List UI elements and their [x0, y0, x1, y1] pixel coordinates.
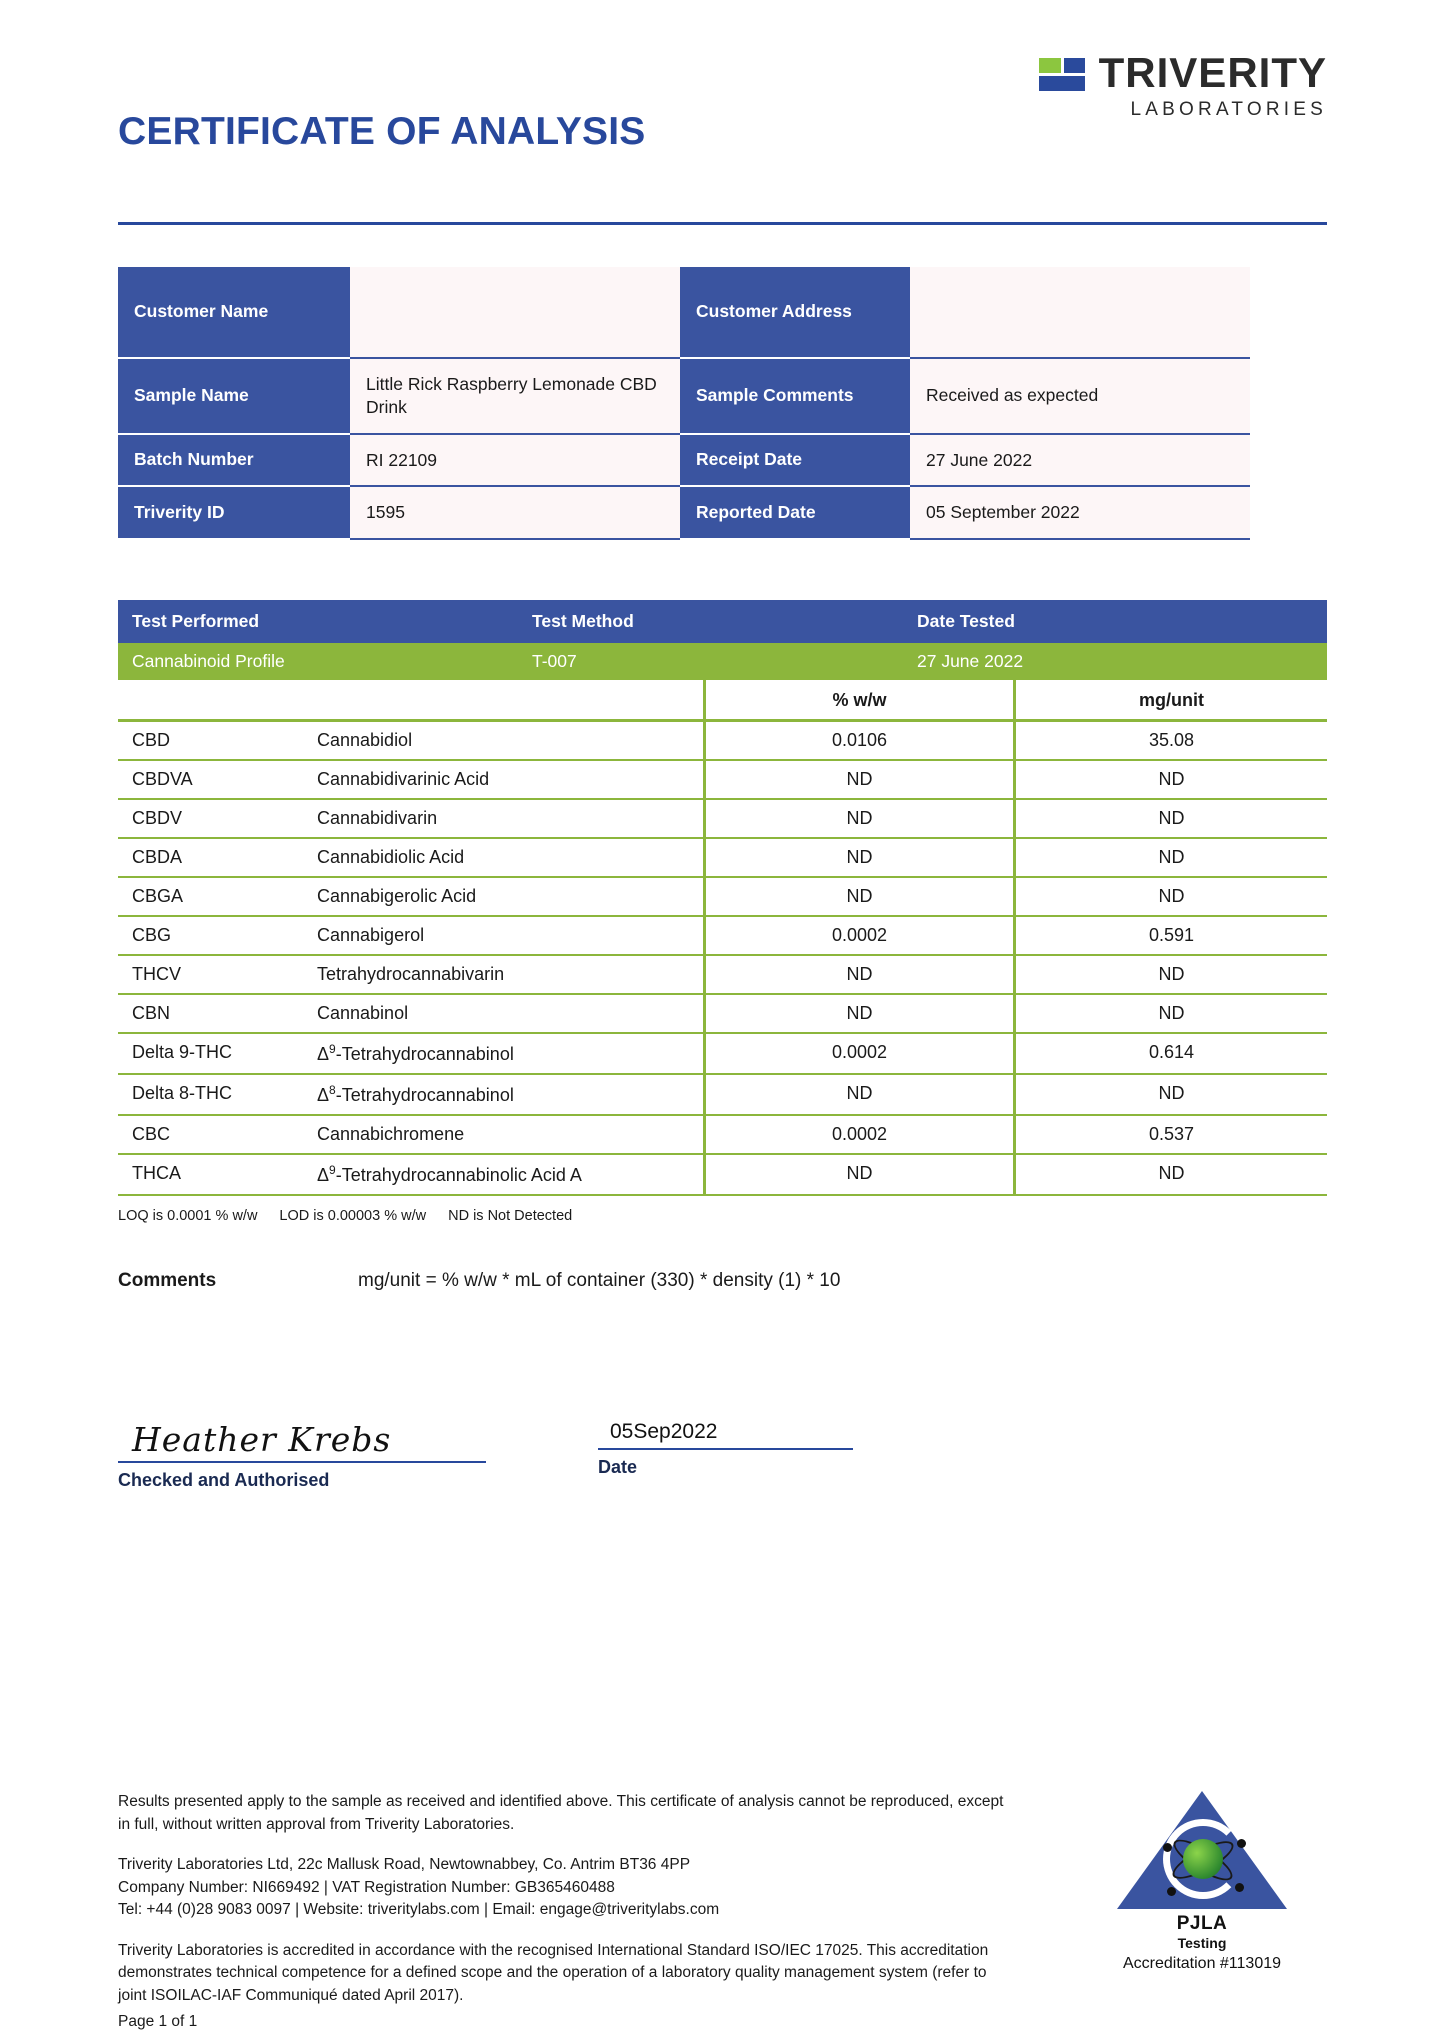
analyte-mgunit-value: 0.591 — [1013, 917, 1327, 956]
table-row — [118, 1116, 1327, 1155]
table-row — [118, 761, 1327, 800]
table-row — [118, 956, 1327, 995]
analyte-name: $\Delta^8$-Tetrahydrocannabinol — [303, 1075, 703, 1116]
analyte-abbreviation: CBDV — [118, 800, 303, 839]
analyte-name: $\Delta^9$-Tetrahydrocannabinol — [303, 1034, 703, 1075]
analyte-abbreviation: CBD — [118, 722, 303, 761]
triverity-id-label: Triverity ID — [118, 487, 350, 540]
sample-name-value: Little Rick Raspberry Lemonade CBD Drink — [350, 359, 680, 435]
company-logo — [1039, 49, 1327, 120]
page-header — [0, 0, 1445, 200]
page-title: CERTIFICATE OF ANALYSIS — [118, 110, 646, 153]
analyte-ww-value: ND — [703, 839, 1013, 878]
page-footer — [0, 1791, 1445, 2007]
pjla-logo-icon — [1117, 1791, 1287, 1911]
col-name-header — [303, 680, 703, 722]
col-ww-header: % w/w — [703, 680, 1013, 722]
footer-address: Triverity Laboratories Ltd, 22c Mallusk Road, Newtownabbey, Co. Antrim BT36 4PP — [118, 1856, 691, 1874]
table-row — [118, 878, 1327, 917]
analyte-abbreviation: CBGA — [118, 878, 303, 917]
analyte-abbreviation: THCA — [118, 1155, 303, 1196]
customer-address-label: Customer Address — [680, 267, 910, 359]
analyte-mgunit-value: 0.614 — [1013, 1034, 1327, 1075]
analyte-ww-value: ND — [703, 956, 1013, 995]
analyte-column-headers — [118, 680, 1327, 722]
results-header-row — [118, 600, 1327, 643]
results-table — [118, 600, 1327, 1196]
analyte-name: Cannabidivarinic Acid — [303, 761, 703, 800]
analyte-mgunit-value: ND — [1013, 956, 1327, 995]
results-subheader-row — [118, 643, 1327, 680]
col-mgunit-header: mg/unit — [1013, 680, 1327, 722]
signature-label: Checked and Authorised — [118, 1470, 330, 1490]
analyte-abbreviation: CBDVA — [118, 761, 303, 800]
sample-info-table — [118, 267, 1327, 540]
customer-name-value — [350, 267, 680, 359]
analyte-abbreviation: Delta 8-THC — [118, 1075, 303, 1116]
analyte-abbreviation: Delta 9-THC — [118, 1034, 303, 1075]
col-abbr-header — [118, 680, 303, 722]
detection-notes — [118, 1208, 1327, 1224]
signature-date-line — [598, 1448, 853, 1450]
footer-registration: Company Number: NI669492 | VAT Registration Number: GB365460488 — [118, 1878, 615, 1896]
customer-address-value — [910, 267, 1250, 359]
analyte-ww-value: ND — [703, 995, 1013, 1034]
reported-date-value: 05 September 2022 — [910, 487, 1250, 540]
footer-company-details — [118, 1854, 1018, 1921]
analyte-abbreviation: CBC — [118, 1116, 303, 1155]
analyte-mgunit-value: 0.537 — [1013, 1116, 1327, 1155]
triverity-logo-icon — [1039, 58, 1085, 100]
brand-subtitle: LABORATORIES — [1130, 99, 1327, 120]
pjla-accreditation-number: Accreditation #113019 — [1122, 1955, 1282, 1973]
header-divider — [118, 222, 1327, 225]
signature-line — [118, 1461, 486, 1463]
value-date-tested: 27 June 2022 — [917, 651, 1024, 671]
signature-section — [118, 1420, 1327, 1491]
analyte-abbreviation: CBG — [118, 917, 303, 956]
triverity-id-value: 1595 — [350, 487, 680, 540]
analyte-mgunit-value: ND — [1013, 995, 1327, 1034]
pjla-name: PJLA — [1176, 1913, 1228, 1935]
value-test-method: T-007 — [532, 651, 577, 671]
reported-date-label: Reported Date — [680, 487, 910, 540]
table-row — [118, 1034, 1327, 1075]
receipt-date-value: 27 June 2022 — [910, 435, 1250, 488]
analyte-mgunit-value: ND — [1013, 800, 1327, 839]
analyte-ww-value: 0.0106 — [703, 722, 1013, 761]
col-test-method: Test Method — [532, 611, 634, 631]
signature-date-label: Date — [598, 1457, 638, 1477]
analyte-abbreviation: CBDA — [118, 839, 303, 878]
pjla-testing: Testing — [1177, 1935, 1227, 1952]
customer-name-label: Customer Name — [118, 267, 350, 359]
sample-name-label: Sample Name — [118, 359, 350, 435]
analyte-mgunit-value: ND — [1013, 1155, 1327, 1196]
lod-note: LOD is 0.00003 % w/w — [279, 1208, 427, 1224]
batch-number-value: RI 22109 — [350, 435, 680, 488]
analyte-mgunit-value: ND — [1013, 1075, 1327, 1116]
analyte-name: $\Delta^9$-Tetrahydrocannabinolic Acid A — [303, 1155, 703, 1196]
analyte-ww-value: 0.0002 — [703, 1116, 1013, 1155]
brand-name: TRIVERITY — [1098, 49, 1327, 96]
batch-number-label: Batch Number — [118, 435, 350, 488]
loq-note: LOQ is 0.0001 % w/w — [118, 1208, 258, 1224]
sample-comments-value: Received as expected — [910, 359, 1250, 435]
table-row — [118, 800, 1327, 839]
nd-note: ND is Not Detected — [448, 1208, 573, 1224]
signature-date-value: 05Sep2022 — [610, 1420, 718, 1443]
col-date-tested: Date Tested — [917, 611, 1015, 631]
footer-accreditation-statement: Triverity Laboratories is accredited in accordance with the recognised International Standard ISO/IEC 17025. This accreditation demonstrates technical competence for a defined scope and the operation of a laboratory quality management system (refer to joint ISOILAC-IAF Communiqué dated April 2017). — [118, 1941, 989, 2004]
table-row — [118, 995, 1327, 1034]
analyte-ww-value: 0.0002 — [703, 1034, 1013, 1075]
signature-name: Heather Krebs — [132, 1420, 392, 1459]
analyte-name: Cannabichromene — [303, 1116, 703, 1155]
table-row — [118, 722, 1327, 761]
analyte-name: Cannabidiolic Acid — [303, 839, 703, 878]
col-test-performed: Test Performed — [132, 611, 260, 631]
analyte-abbreviation: CBN — [118, 995, 303, 1034]
receipt-date-label: Receipt Date — [680, 435, 910, 488]
analyte-mgunit-value: ND — [1013, 839, 1327, 878]
footer-disclaimer: Results presented apply to the sample as received and identified above. This certificate of analysis cannot be reproduced, except in full, without written approval from Triverity Laboratories. — [118, 1793, 1004, 1833]
analyte-mgunit-value: ND — [1013, 878, 1327, 917]
analyte-abbreviation: THCV — [118, 956, 303, 995]
comments-section — [118, 1270, 1327, 1292]
analyte-ww-value: ND — [703, 1155, 1013, 1196]
comments-label: Comments — [118, 1270, 217, 1291]
table-row — [118, 917, 1327, 956]
sample-comments-label: Sample Comments — [680, 359, 910, 435]
analyte-ww-value: ND — [703, 878, 1013, 917]
analyte-mgunit-value: 35.08 — [1013, 722, 1327, 761]
table-row — [118, 839, 1327, 878]
analyte-ww-value: ND — [703, 1075, 1013, 1116]
analyte-mgunit-value: ND — [1013, 761, 1327, 800]
pjla-accreditation-badge — [1097, 1791, 1307, 1973]
analyte-name: Cannabidiol — [303, 722, 703, 761]
analyte-name: Cannabinol — [303, 995, 703, 1034]
analyte-ww-value: 0.0002 — [703, 917, 1013, 956]
footer-contact: Tel: +44 (0)28 9083 0097 | Website: triveritylabs.com | Email: engage@triveritylabs.com — [118, 1901, 720, 1919]
analyte-name: Cannabigerol — [303, 917, 703, 956]
table-row — [118, 1155, 1327, 1196]
analyte-name: Tetrahydrocannabivarin — [303, 956, 703, 995]
analyte-ww-value: ND — [703, 761, 1013, 800]
analyte-rows — [118, 722, 1327, 1196]
analyte-ww-value: ND — [703, 800, 1013, 839]
page-number: Page 1 of 1 — [118, 2013, 198, 2030]
table-row — [118, 1075, 1327, 1116]
analyte-name: Cannabigerolic Acid — [303, 878, 703, 917]
value-test-performed: Cannabinoid Profile — [132, 651, 285, 671]
analyte-name: Cannabidivarin — [303, 800, 703, 839]
comments-text: mg/unit = % w/w * mL of container (330) * density (1) * 10 — [358, 1270, 841, 1291]
